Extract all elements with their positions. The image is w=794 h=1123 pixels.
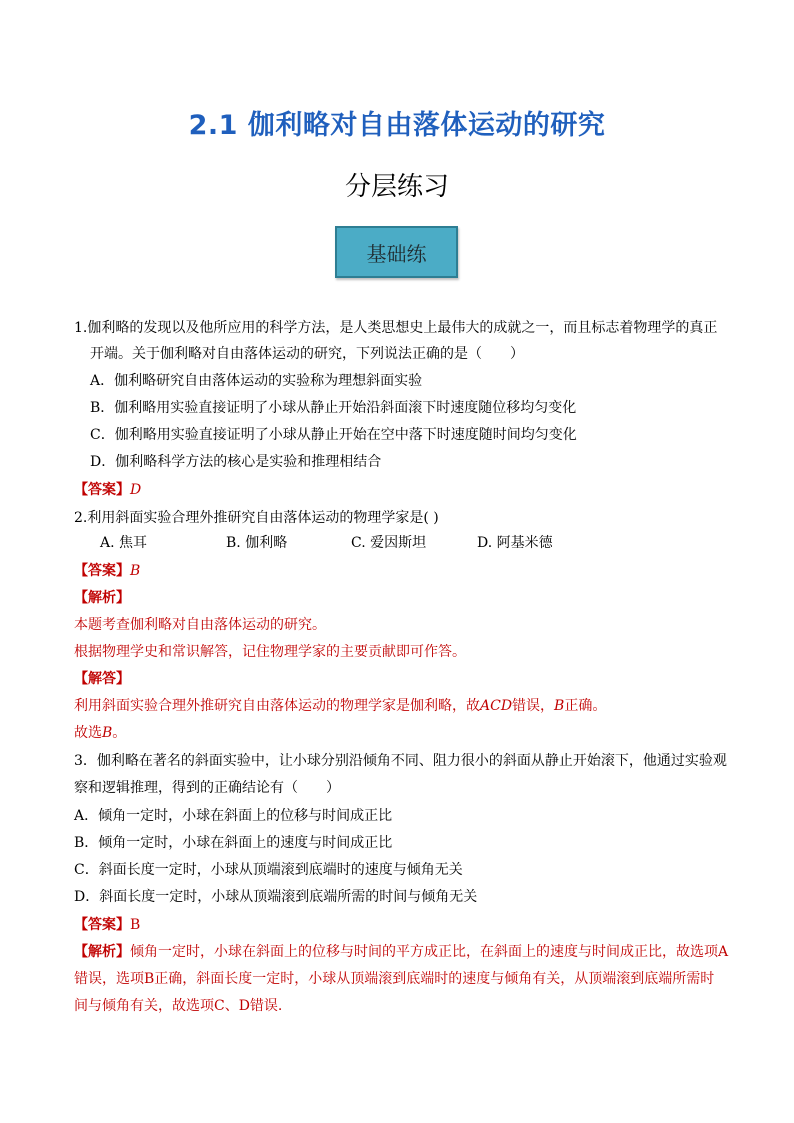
q2-stem: 2.利用斜面实验合理外推研究自由落体运动的物理学家是( ): [74, 510, 439, 526]
q1-option-c: C．伽利略用实验直接证明了小球从静止开始在空中落下时速度随时间均匀变化: [90, 427, 577, 443]
page-subtitle: 分层练习: [344, 172, 449, 202]
q2-solution-line: [74, 696, 606, 716]
q1-answer-label: 【答案】: [74, 482, 130, 498]
q2-answer-label: 【答案】: [74, 563, 130, 579]
q3-analysis-line1: [74, 942, 728, 962]
q2-solution-label: 【解答】: [74, 671, 130, 687]
q2-option-c: C. 爱因斯坦: [351, 535, 427, 551]
q3-analysis-label: 【解析】: [74, 944, 130, 960]
q2-choose-pre: 故选: [74, 725, 102, 741]
q1-answer-value: D: [130, 482, 142, 498]
q2-option-b: B. 伽利略: [226, 535, 288, 551]
q3-answer: [74, 915, 140, 935]
q2-solution-b: B: [554, 698, 565, 714]
q2-answer: [74, 561, 140, 581]
q3-analysis-text1: 倾角一定时，小球在斜面上的位移与时间的平方成正比，在斜面上的速度与时间成正比，故选项A: [130, 944, 729, 960]
q1-stem-line1: 1.伽利略的发现以及他所应用的科学方法，是人类思想史上最伟大的成就之一，而且标志着物理学的真正: [74, 320, 718, 336]
q2-answer-value: B: [130, 563, 141, 579]
q3-stem-line2: 察和逻辑推理，得到的正确结论有（ ）: [74, 780, 340, 796]
q3-answer-value: B: [130, 917, 141, 933]
q3-option-c: C．斜面长度一定时，小球从顶端滚到底端时的速度与倾角无关: [74, 862, 463, 878]
q1-option-b: B．伽利略用实验直接证明了小球从静止开始沿斜面滚下时速度随位移均匀变化: [90, 400, 577, 416]
q1-option-d: D．伽利略科学方法的核心是实验和推理相结合: [90, 454, 382, 470]
q2-analysis-label: 【解析】: [74, 590, 130, 606]
q1-option-a: A．伽利略研究自由落体运动的实验称为理想斜面实验: [90, 373, 423, 389]
q1-answer: [74, 480, 141, 500]
section-badge-label: 基础练: [366, 241, 427, 266]
q1-stem-line2: 开端。关于伽利略对自由落体运动的研究，下列说法正确的是（ ）: [90, 346, 524, 362]
q3-analysis-line3: 间与倾角有关，故选项C、D错误.: [74, 998, 283, 1014]
q3-analysis-line2: 错误，选项B正确，斜面长度一定时，小球从顶端滚到底端时的速度与倾角有关，从顶端滚到底端所需时: [74, 971, 715, 987]
q2-choose-end: 。: [112, 725, 127, 741]
q2-choose-b: B: [102, 725, 113, 741]
q2-solution-pre: 利用斜面实验合理外推研究自由落体运动的物理学家是伽利略，故: [74, 698, 480, 714]
page-title: 2.1 伽利略对自由落体运动的研究: [188, 110, 606, 141]
q2-analysis-line2: 根据物理学史和常识解答，记住物理学家的主要贡献即可作答。: [74, 644, 466, 660]
q3-option-b: B．倾角一定时，小球在斜面上的速度与时间成正比: [74, 835, 393, 851]
q2-choose-line: [74, 723, 126, 743]
q2-option-a: A. 焦耳: [100, 535, 148, 551]
q2-solution-end: 正确。: [564, 698, 607, 714]
q3-option-d: D．斜面长度一定时，小球从顶端滚到底端所需的时间与倾角无关: [74, 889, 478, 905]
q2-analysis-line1: 本题考查伽利略对自由落体运动的研究。: [74, 617, 326, 633]
section-badge: [335, 226, 458, 278]
q2-option-d: D. 阿基米德: [477, 535, 553, 551]
q3-option-a: A．倾角一定时，小球在斜面上的位移与时间成正比: [74, 808, 393, 824]
q2-solution-acd: ACD: [480, 698, 513, 714]
q3-answer-label: 【答案】: [74, 917, 130, 933]
q3-stem-line1: 3．伽利略在著名的斜面实验中，让小球分别沿倾角不同、阻力很小的斜面从静止开始滚下，他通过实验观: [74, 753, 727, 769]
q2-solution-mid: 错误，: [512, 698, 555, 714]
